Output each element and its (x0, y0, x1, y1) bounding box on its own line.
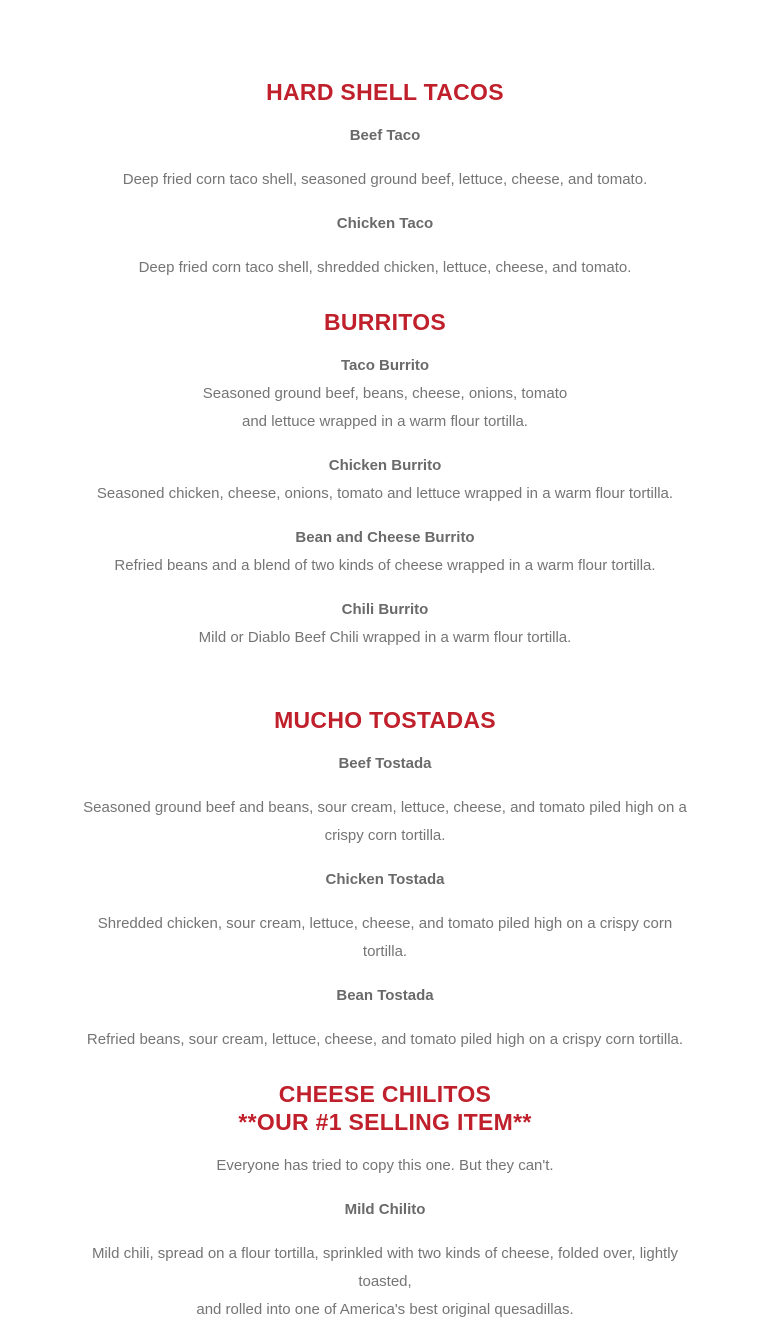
section-title-mucho-tostadas: MUCHO TOSTADAS (274, 707, 496, 733)
item-desc-taco-burrito-line1: Seasoned ground beef, beans, cheese, onions, tomato (202, 385, 568, 402)
item-desc-taco-burrito-line2: and lettuce wrapped in a warm flour tortilla. (242, 413, 528, 430)
section-title-cheese-chilitos: CHEESE CHILITOS (278, 1081, 492, 1107)
item-desc-mild-chilito-line2: toasted, (358, 1273, 412, 1290)
chilitos-intro: Everyone has tried to copy this one. But they can't. (216, 1157, 554, 1174)
item-name-chili-burrito: Chili Burrito (341, 601, 429, 618)
item-desc-chicken-burrito: Seasoned chicken, cheese, onions, tomato and lettuce wrapped in a warm flour tortilla. (96, 485, 674, 502)
item-desc-beef-tostada-line2: crispy corn tortilla. (324, 827, 446, 844)
item-name-mild-chilito: Mild Chilito (344, 1201, 426, 1218)
item-desc-bean-cheese-burrito: Refried beans and a blend of two kinds of cheese wrapped in a warm flour tortilla. (114, 557, 656, 574)
item-desc-mild-chilito-line1: Mild chili, spread on a flour tortilla, sprinkled with two kinds of cheese, folded over, lightly (91, 1245, 679, 1262)
item-desc-chili-burrito: Mild or Diablo Beef Chili wrapped in a warm flour tortilla. (198, 629, 572, 646)
item-name-bean-tostada: Bean Tostada (336, 987, 434, 1004)
item-desc-mild-chilito-line3: and rolled into one of America's best original quesadillas. (196, 1301, 574, 1318)
item-name-taco-burrito: Taco Burrito (340, 357, 430, 374)
section-subtitle-best-seller: **OUR #1 SELLING ITEM** (238, 1109, 532, 1135)
item-desc-chicken-tostada-line2: tortilla. (362, 943, 408, 960)
section-title-hard-shell-tacos: HARD SHELL TACOS (266, 79, 504, 105)
item-desc-beef-tostada-line1: Seasoned ground beef and beans, sour cream, lettuce, cheese, and tomato piled high on a (83, 799, 687, 816)
item-name-bean-cheese-burrito: Bean and Cheese Burrito (295, 529, 475, 546)
item-name-chicken-taco: Chicken Taco (336, 215, 434, 232)
item-name-chicken-tostada: Chicken Tostada (325, 871, 445, 888)
section-title-burritos: BURRITOS (323, 309, 447, 335)
item-name-beef-tostada: Beef Tostada (338, 755, 432, 772)
item-desc-chicken-tostada-line1: Shredded chicken, sour cream, lettuce, cheese, and tomato piled high on a crispy corn (97, 915, 673, 932)
item-name-beef-taco: Beef Taco (349, 127, 421, 144)
item-name-chicken-burrito: Chicken Burrito (328, 457, 442, 474)
item-desc-chicken-taco: Deep fried corn taco shell, shredded chicken, lettuce, cheese, and tomato. (138, 259, 632, 276)
item-desc-beef-taco: Deep fried corn taco shell, seasoned ground beef, lettuce, cheese, and tomato. (122, 171, 648, 188)
item-desc-bean-tostada: Refried beans, sour cream, lettuce, cheese, and tomato piled high on a crispy corn tortilla. (86, 1031, 684, 1048)
